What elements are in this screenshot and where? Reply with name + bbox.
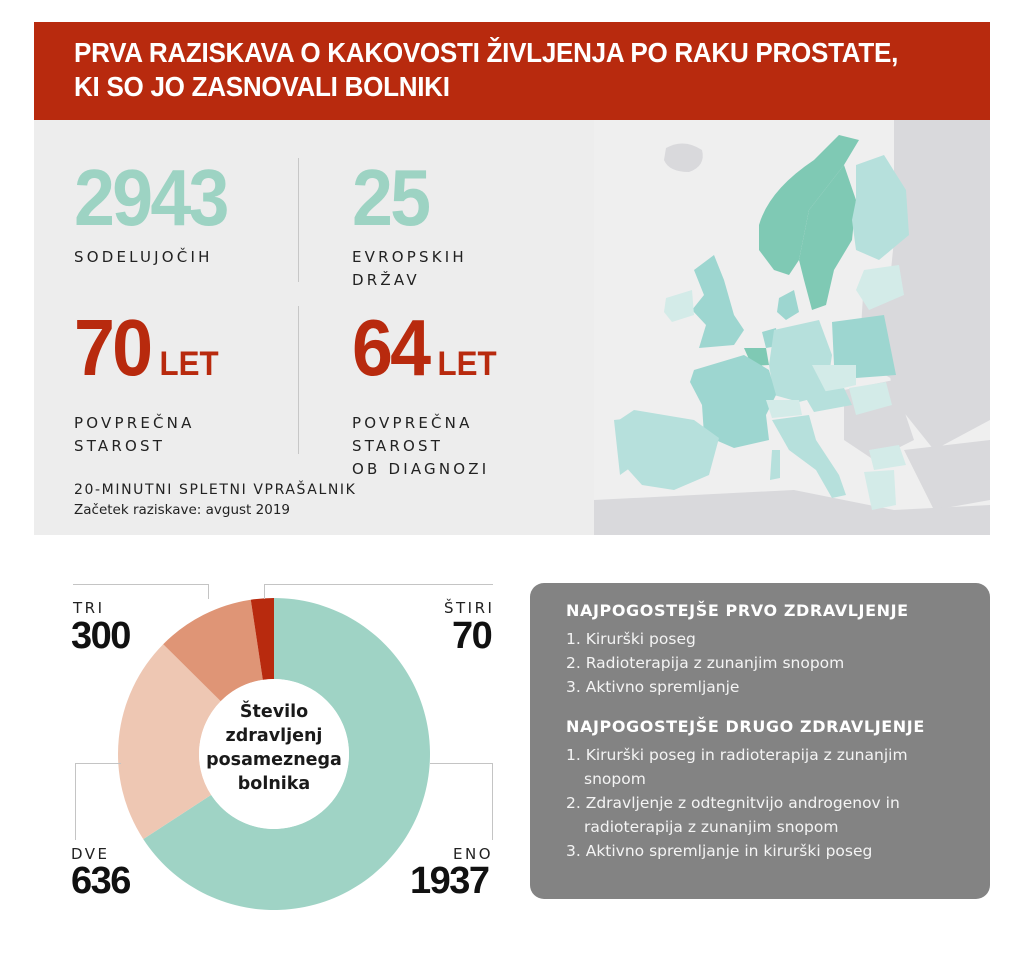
center-line-2: zdravljenj bbox=[225, 726, 323, 746]
value-stiri: 70 bbox=[452, 615, 492, 657]
center-line-4: bolnika bbox=[237, 774, 311, 794]
header-banner bbox=[34, 22, 990, 120]
europe-map bbox=[594, 120, 990, 535]
title-line-2: KI SO JO ZASNOVALI BOLNIKI bbox=[74, 71, 450, 102]
label-stiri: ŠTIRI bbox=[444, 599, 495, 617]
label-dve: DVE bbox=[71, 845, 110, 863]
divider bbox=[298, 306, 299, 454]
list-item: 2. Zdravljenje z odtegnitvijo androgenov in radioterapija z zunanjim snopom bbox=[566, 794, 900, 836]
map-switzerland bbox=[766, 400, 802, 418]
avg-age-diagnosis-value bbox=[352, 303, 497, 404]
participants-label: SODELUJOČIH bbox=[74, 248, 213, 266]
countries-label-line-1: EVROPSKIH bbox=[352, 248, 467, 266]
value-tri: 300 bbox=[71, 615, 130, 657]
countries-label bbox=[352, 246, 467, 292]
second-treatment-title: NAJPOGOSTEJŠE DRUGO ZDRAVLJENJE bbox=[566, 717, 925, 736]
list-item: 2. Radioterapija z zunanjim snopom bbox=[566, 654, 845, 672]
leader-line-eno bbox=[430, 763, 493, 840]
map-germany bbox=[769, 320, 832, 402]
avg-age-diagnosis-unit: LET bbox=[437, 345, 497, 383]
stat-avg-age bbox=[74, 303, 231, 458]
list-item: 3. Aktivno spremljanje in kirurški poseg bbox=[566, 842, 873, 860]
center-line-1: Število bbox=[239, 702, 309, 722]
first-treatment-list bbox=[566, 627, 970, 699]
avg-age-label-line-2: STAROST bbox=[74, 437, 166, 455]
leader-line-stiri bbox=[264, 584, 493, 599]
participants-value: 2943 bbox=[74, 153, 227, 242]
survey-duration: 20-MINUTNI SPLETNI VPRAŠALNIK bbox=[74, 482, 357, 498]
divider bbox=[298, 158, 299, 282]
stats-panel bbox=[34, 120, 990, 535]
label-eno: ENO bbox=[453, 845, 494, 863]
center-line-3: posameznega bbox=[206, 750, 342, 770]
treatments-panel bbox=[530, 583, 990, 899]
stat-participants bbox=[74, 153, 240, 269]
avg-age-diagnosis-label bbox=[352, 412, 509, 481]
countries-value: 25 bbox=[352, 153, 429, 242]
avg-age-label bbox=[74, 412, 231, 458]
label-tri: TRI bbox=[73, 599, 105, 617]
list-item: 1. Kirurški poseg bbox=[566, 630, 696, 648]
avg-age-diagnosis-label-line-3: OB DIAGNOZI bbox=[352, 460, 490, 478]
survey-start: Začetek raziskave: avgust 2019 bbox=[74, 502, 290, 518]
avg-age-label-line-1: POVPREČNA bbox=[74, 414, 195, 432]
stat-avg-age-diagnosis bbox=[352, 303, 509, 481]
countries-label-line-2: DRŽAV bbox=[352, 271, 420, 289]
stat-countries bbox=[352, 153, 467, 292]
donut-center-title bbox=[204, 700, 344, 796]
value-eno: 1937 bbox=[410, 860, 489, 902]
leader-line-tri bbox=[73, 584, 209, 599]
avg-age-diagnosis-label-line-2: STAROST bbox=[352, 437, 444, 455]
leader-line-dve bbox=[75, 763, 121, 840]
avg-age-number: 70 bbox=[74, 303, 151, 392]
avg-age-unit: LET bbox=[159, 345, 219, 383]
avg-age-diagnosis-number: 64 bbox=[352, 303, 429, 392]
first-treatment-title: NAJPOGOSTEJŠE PRVO ZDRAVLJENJE bbox=[566, 601, 909, 620]
avg-age-diagnosis-label-line-1: POVPREČNA bbox=[352, 414, 473, 432]
list-item: 3. Aktivno spremljanje bbox=[566, 678, 740, 696]
list-item: 1. Kirurški poseg in radioterapija z zunanjim snopom bbox=[566, 746, 908, 788]
title-line-1: PRVA RAZISKAVA O KAKOVOSTI ŽIVLJENJA PO RAKU PROSTATE, bbox=[74, 37, 899, 68]
second-treatment-list bbox=[566, 743, 970, 863]
avg-age-value bbox=[74, 303, 219, 404]
value-dve: 636 bbox=[71, 860, 130, 902]
